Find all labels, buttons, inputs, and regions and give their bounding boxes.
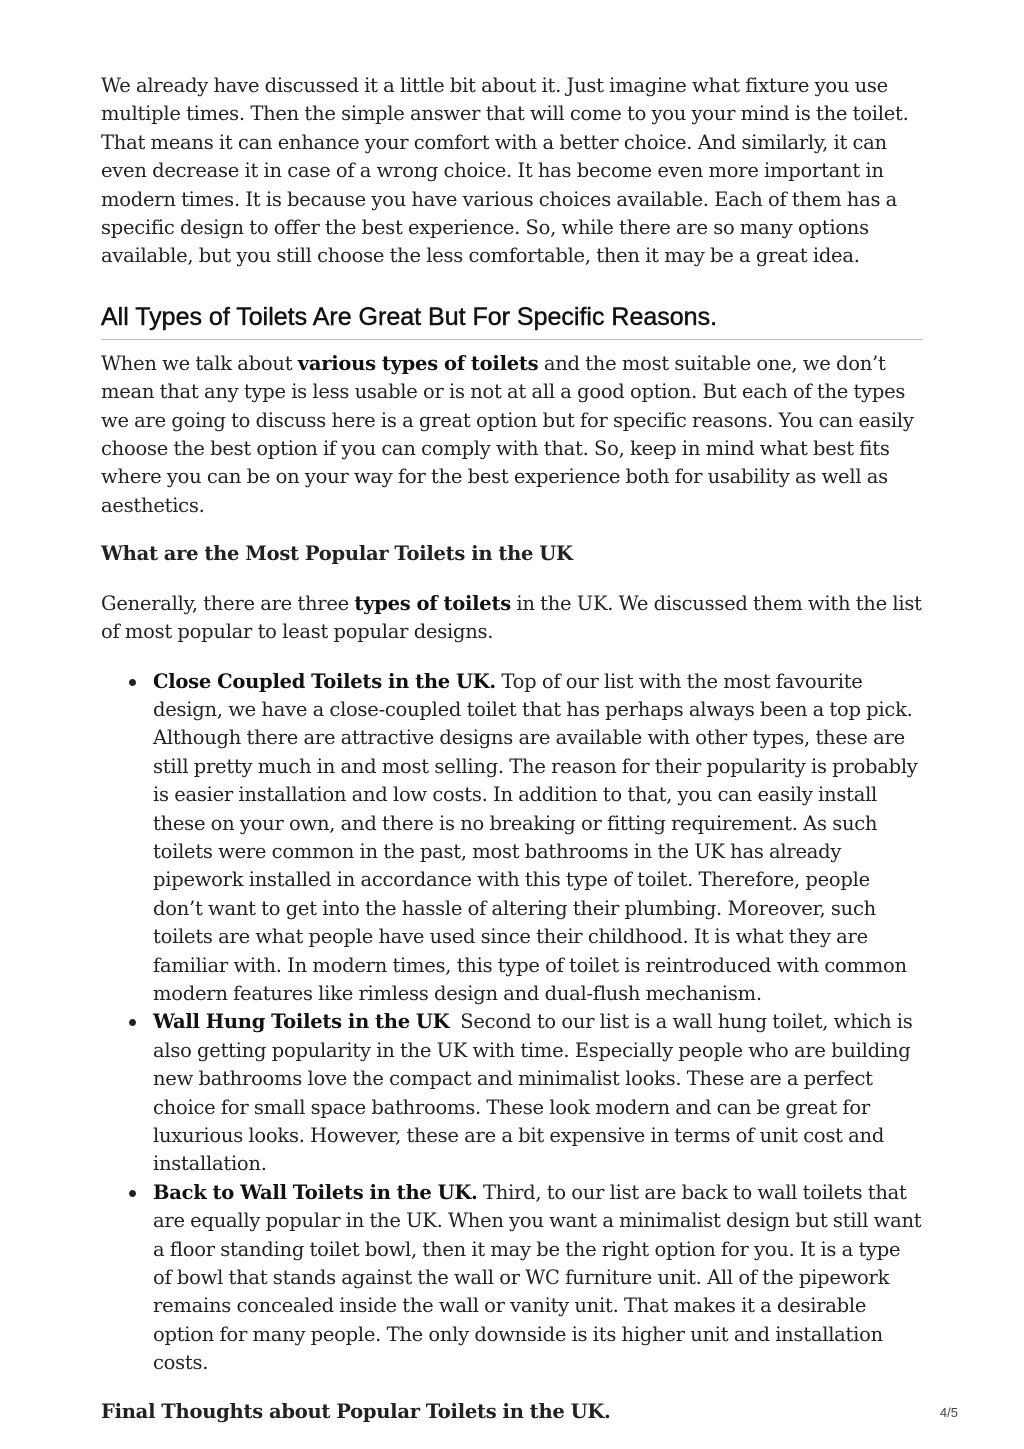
toilet-types-list (101, 668, 923, 1378)
popular-paragraph (101, 590, 923, 647)
subheading-final-thoughts: Final Thoughts about Popular Toilets in the UK. (101, 1399, 611, 1423)
bullet-icon (129, 679, 136, 686)
popular-paragraph-text-after: in the UK. We discussed them with the list of most popular to least popular designs. (101, 591, 922, 644)
section-paragraph-bold-link: various types of toilets (297, 351, 539, 375)
list-item-back-to-wall (153, 1179, 923, 1378)
section-paragraph-text-before: When we talk about (101, 351, 298, 375)
subheading-popular-toilets: What are the Most Popular Toilets in the UK (101, 542, 573, 566)
section-paragraph (101, 350, 923, 520)
list-item-wall-hung (153, 1008, 923, 1178)
popular-paragraph-text-before: Generally, there are three (101, 591, 355, 615)
list-item-title: Back to Wall Toilets in the UK. (153, 1180, 478, 1204)
popular-paragraph-bold: types of toilets (354, 591, 511, 615)
document-page (101, 72, 923, 1447)
section-paragraph-text-after: and the most suitable one, we don’t mean that any type is less usable or is not at all a good option. But each of the types we are going to discuss here is a great option but for specific reasons. You can easily choose the best option if you can comply with that. So, keep in mind what best fits where you can be on your way for the best experience both for usability as well as aesthetics. (101, 351, 914, 517)
section-heading: All Types of Toilets Are Great But For Specific Reasons. (101, 301, 923, 340)
list-item-text: Third, to our list are back to wall toilets that are equally popular in the UK. When you want a minimalist design but still want a floor standing toilet bowl, then it may be the right option for you. It is a type of bowl that stands against the wall or WC furniture unit. All of the pipework remains concealed inside the wall or vanity unit. That makes it a desirable option for many people. The only downside is its higher unit and installation costs. (153, 1180, 922, 1375)
list-item-close-coupled (153, 668, 923, 1009)
list-item-text: Second to our list is a wall hung toilet, which is also getting popularity in the UK with time. Especially people who are building new bathrooms love the compact and minimalist looks. These are a perfect choice for small space bathrooms. These look modern and can be great for luxurious looks. However, these are a bit expensive in terms of unit cost and installation. (153, 1010, 918, 1176)
list-item-title: Wall Hung Toilets in the UK (153, 1010, 450, 1034)
bullet-icon (129, 1190, 136, 1197)
list-item-text: Top of our list with the most favourite design, we have a close-coupled toilet that has perhaps always been a top pick. Although there are attractive designs are available with other types, these are still pretty much in and most selling. The reason for their popularity is probably is easier installation and low costs. In addition to that, you can easily install these on your own, and there is no breaking or fitting requirement. As such toilets were common in the past, most bathrooms in the UK has already pipework installed in accordance with this type of toilet. Therefore, people don’t want to get into the hassle of altering their plumbing. Moreover, such toilets are what people have used since their childhood. It is what they are familiar with. In modern times, this type of toilet is reintroduced with common modern features like rimless design and dual-flush mechanism. (153, 669, 918, 1005)
list-item-title: Close Coupled Toilets in the UK. (153, 669, 496, 693)
bullet-icon (129, 1019, 136, 1026)
intro-paragraph: We already have discussed it a little bit about it. Just imagine what fixture you use multiple times. Then the simple answer that will come to you your mind is the toilet. That means it can enhance your comfort with a better choice. And similarly, it can even decrease it in case of a wrong choice. It has become even more important in modern times. It is because you have various choices available. Each of them has a specific design to offer the best experience. So, while there are so many options available, but you still choose the less comfortable, then it may be a great idea. (101, 74, 909, 268)
page-number: 4/5 (939, 1405, 958, 1420)
